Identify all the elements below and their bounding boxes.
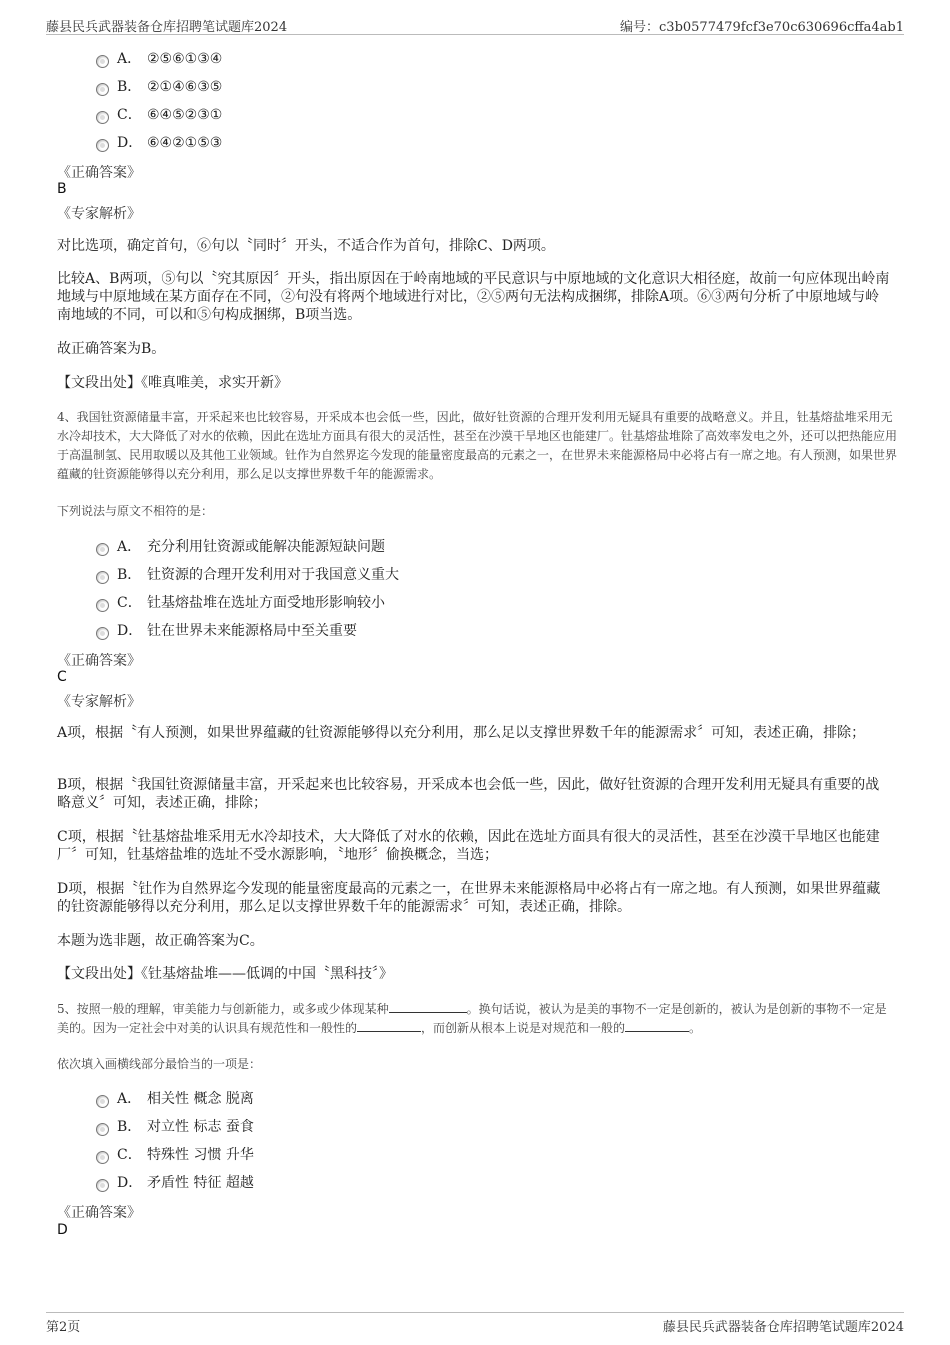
q4-option-b[interactable]: B． 钍资源的合理开发利用对于我国意义重大 <box>96 565 399 585</box>
q4-prompt: 下列说法与原文不相符的是： <box>57 504 214 518</box>
radio-icon[interactable] <box>96 1151 109 1164</box>
q5-option-a[interactable]: A． 相关性 概念 脱离 <box>96 1089 254 1109</box>
q5-stem: 5、按照一般的理解，审美能力与创新能力，或多或少体现某种 。换句话说，被认为是美的事物不一定是创新的，被认为是创新的事物不一定是美的。因为一定社会中对美的认识具有规范性和一般性的 ，而创新从根本上说是对规范和一般的 。 <box>57 1002 887 1035</box>
radio-icon[interactable] <box>96 1123 109 1136</box>
q4-analysis-d: D项，根据〝钍作为自然界迄今发现的能量密度最高的元素之一，在世界未来能源格局中必将占有一席之地。有人预测，如果世界蕴藏的钍资源能够得以充分利用，那么足以支撑世界数千年的能源需求〞可知，表述正确，排除。 <box>57 881 881 915</box>
radio-icon[interactable] <box>96 543 109 556</box>
q5-option-d[interactable]: D． 矛盾性 特征 超越 <box>96 1173 254 1193</box>
radio-icon[interactable] <box>96 111 109 124</box>
q4-analysis-a: A项，根据〝有人预测，如果世界蕴藏的钍资源能够得以充分利用，那么足以支撑世界数千年的能源需求〞可知，表述正确，排除； <box>57 725 866 741</box>
blank-3 <box>625 1019 689 1032</box>
q5-option-c[interactable]: C． 特殊性 习惯 升华 <box>96 1145 254 1165</box>
q4-source: 【文段出处】《钍基熔盐堆——低调的中国〝黑科技〞》 <box>57 966 393 982</box>
q3-analysis-2: 比较A、B两项，⑤句以〝究其原因〞开头，指出原因在于岭南地域的平民意识与中原地域的文化意识大相径庭，故前一句应体现出岭南地域与中原地域在某方面存在不同，②句没有将两个地域进行对比，②⑤两句无法构成捆绑，排除A项。⑥③两句分析了中原地域与岭南地域的不同，可以和⑤句构成捆绑，B项当选。 <box>57 271 890 323</box>
q4-option-c[interactable]: C． 钍基熔盐堆在选址方面受地形影响较小 <box>96 593 385 613</box>
header-title: 藤县民兵武器装备仓库招聘笔试题库2024 <box>46 20 288 35</box>
q5-prompt: 依次填入画横线部分最恰当的一项是： <box>57 1057 262 1071</box>
radio-icon[interactable] <box>96 83 109 96</box>
q3-option-d[interactable]: D． ⑥④②①⑤③ <box>96 133 222 153</box>
q4-analysis-conclusion: 本题为选非题，故正确答案为C。 <box>57 933 264 949</box>
blank-2 <box>357 1019 421 1032</box>
q4-analysis-c: C项，根据〝钍基熔盐堆采用无水冷却技术，大大降低了对水的依赖，因此在选址方面具有很大的灵活性，甚至在沙漠干旱地区也能建厂〞可知，钍基熔盐堆的选址不受水源影响，〝地形〞偷换概念，当选； <box>57 829 880 863</box>
q4-analysis-label: 《专家解析》 <box>57 694 141 710</box>
q3-source: 【文段出处】《唯真唯美，求实开新》 <box>57 375 288 391</box>
radio-icon[interactable] <box>96 139 109 152</box>
q3-analysis-1: 对比选项，确定首句，⑥句以〝同时〞开头，不适合作为首句，排除C、D两项。 <box>57 238 555 254</box>
radio-icon[interactable] <box>96 55 109 68</box>
q4-stem: 4、我国钍资源储量丰富，开采起来也比较容易，开采成本也会低一些，因此，做好钍资源的合理开发利用无疑具有重要的战略意义。并且，钍基熔盐堆采用无水冷却技术，大大降低了对水的依赖，因此在选址方面具有很大的灵活性，甚至在沙漠干旱地区也能建厂。钍基熔盐堆除了高效率发电之外，还可以把热能应用于高温制氢、民用取暖以及其他工业领域。钍作为自然界迄今发现的能量密度最高的元素之一，在世界未来能源格局中必将占有一席之地。有人预测，如果世界蕴藏的钍资源能够得以充分利用，那么足以支撑世界数千年的能源需求。 <box>57 410 898 481</box>
q4-analysis-b: B项，根据〝我国钍资源储量丰富，开采起来也比较容易，开采成本也会低一些，因此，做好钍资源的合理开发利用无疑具有重要的战略意义〞可知，表述正确，排除； <box>57 777 880 811</box>
q4-answer-label: 《正确答案》 <box>57 653 141 669</box>
q3-option-b[interactable]: B． ②①④⑥③⑤ <box>96 77 222 97</box>
q3-answer: B <box>57 181 67 197</box>
page-footer <box>46 1312 904 1333</box>
radio-icon[interactable] <box>96 1095 109 1108</box>
footer-title: 藤县民兵武器装备仓库招聘笔试题库2024 <box>662 1320 904 1335</box>
q3-answer-label: 《正确答案》 <box>57 165 141 181</box>
q5-answer-label: 《正确答案》 <box>57 1205 141 1221</box>
radio-icon[interactable] <box>96 1179 109 1192</box>
page-header <box>46 14 904 35</box>
q3-analysis-3: 故正确答案为B。 <box>57 341 166 357</box>
document-id: 编号：c3b0577479fcf3e70c630696cffa4ab1 <box>620 20 904 35</box>
q4-option-a[interactable]: A． 充分利用钍资源或能解决能源短缺问题 <box>96 537 385 557</box>
q3-option-c[interactable]: C． ⑥④⑤②③① <box>96 105 222 125</box>
q4-answer: C <box>57 669 67 685</box>
blank-1 <box>389 1000 467 1013</box>
radio-icon[interactable] <box>96 627 109 640</box>
q4-option-d[interactable]: D． 钍在世界未来能源格局中至关重要 <box>96 621 357 641</box>
q5-option-b[interactable]: B． 对立性 标志 蚕食 <box>96 1117 254 1137</box>
q5-answer: D <box>57 1222 68 1238</box>
radio-icon[interactable] <box>96 571 109 584</box>
radio-icon[interactable] <box>96 599 109 612</box>
q3-analysis-label: 《专家解析》 <box>57 206 141 222</box>
q3-option-a[interactable]: A． ②⑤⑥①③④ <box>96 49 222 69</box>
page-number: 第2页 <box>46 1320 81 1335</box>
